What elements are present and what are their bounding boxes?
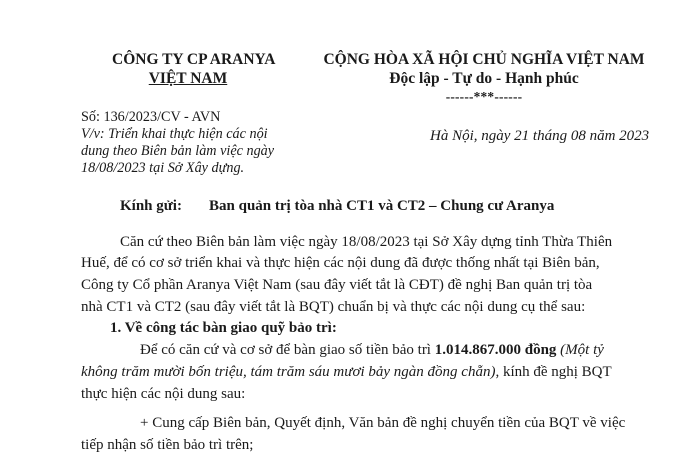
body-para2-line3: thực hiện các nội dung sau: xyxy=(81,386,246,402)
subject-line-1: V/v: Triển khai thực hiện các nội xyxy=(81,126,268,142)
body-para2-line1 xyxy=(140,340,604,360)
para2-text-start: Để có căn cứ và cơ sở để bàn giao số tiền bảo trì xyxy=(140,342,435,358)
body-para1-line1: Căn cứ theo Biên bản làm việc ngày 18/08/2023 tại Sở Xây dựng tỉnh Thừa Thiên xyxy=(120,234,613,250)
bullet-1-line2: tiếp nhận số tiền bảo trì trên; xyxy=(81,437,254,453)
section-1-title: 1. Về công tác bàn giao quỹ bảo trì: xyxy=(110,320,337,336)
subject-line-2: dung theo Biên bản làm việc ngày xyxy=(81,143,275,159)
body-para1-line3: Công ty Cổ phần Aranya Việt Nam (sau đây viết tắt là CĐT) đề nghị Ban quản trị tòa xyxy=(81,277,593,293)
national-title: CỘNG HÒA XÃ HỘI CHỦ NGHĨA VIỆT NAM xyxy=(323,51,645,68)
subject-line-3: 18/08/2023 tại Sở Xây dựng. xyxy=(81,160,245,176)
document-date: Hà Nội, ngày 21 tháng 08 năm 2023 xyxy=(430,128,650,144)
national-ornament: ------***------ xyxy=(445,89,523,104)
sender-company-line1: CÔNG TY CP ARANYA xyxy=(112,51,276,68)
para2-amount-words-a: (Một tỷ xyxy=(556,342,604,358)
body-para1-line2: Huế, để có cơ sở triển khai và thực hiện các nội dung đã được thống nhất tại Biên bản, xyxy=(81,255,600,271)
bullet-1-line1: + Cung cấp Biên bản, Quyết định, Văn bản đề nghị chuyển tiền của BQT về việc xyxy=(140,415,626,431)
body-para2-line2 xyxy=(81,362,612,382)
para2-amount-words-b: không trăm mười bốn triệu, tám trăm sáu mươi bảy ngàn đồng chẵn) xyxy=(81,364,496,380)
sender-company-line2: VIỆT NAM xyxy=(148,70,228,87)
para2-text-end: , kính đề nghị BQT xyxy=(495,364,612,380)
body-para1-line4: nhà CT1 và CT2 (sau đây viết tắt là BQT) chuẩn bị và thực các nội dung cụ thể sau: xyxy=(81,299,586,315)
national-motto: Độc lập - Tự do - Hạnh phúc xyxy=(389,70,579,87)
maintenance-fund-amount: 1.014.867.000 đồng xyxy=(434,342,557,358)
document-number: Số: 136/2023/CV - AVN xyxy=(81,109,221,125)
recipient-label: Kính gửi: xyxy=(120,198,182,214)
recipient-name: Ban quản trị tòa nhà CT1 và CT2 – Chung cư Aranya xyxy=(209,198,555,214)
